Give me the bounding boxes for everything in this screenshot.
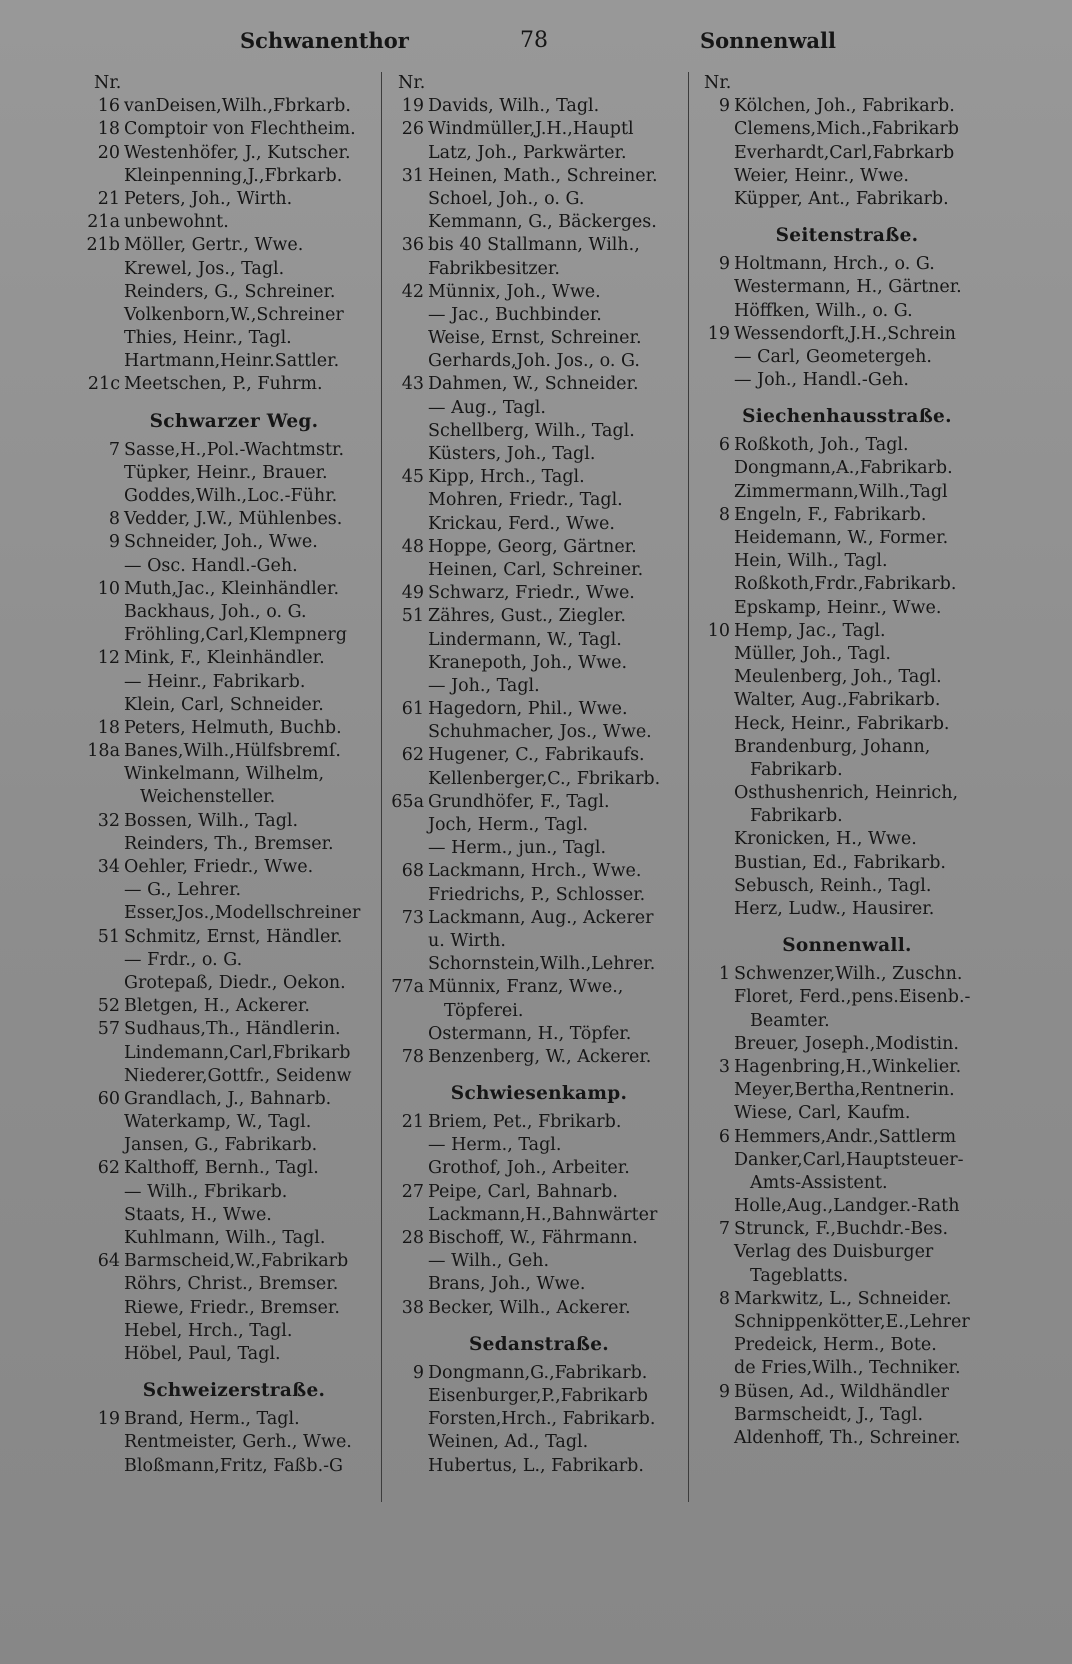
directory-entry <box>84 1408 384 1431</box>
directory-entry <box>84 1250 384 1273</box>
directory-entry <box>84 234 384 257</box>
directory-entry: Riewe, Friedr., Bremser. <box>124 1297 340 1318</box>
directory-entry: Winkelmann, Wilhelm, <box>124 764 325 785</box>
directory-entry: Rentmeister, Gerh., Wwe. <box>124 1432 352 1453</box>
directory-entry: Schellberg, Wilh., Tagl. <box>428 420 635 441</box>
house-number: 6 <box>718 435 730 456</box>
entry-wrap-line: Fabrikarb. <box>750 759 843 780</box>
house-number: 16 <box>97 96 120 117</box>
house-number: 7 <box>718 1219 730 1240</box>
directory-entry <box>694 253 1000 276</box>
directory-entry: Kemmann, G., Bäckerges. <box>428 212 657 233</box>
number-column-label: Nr. <box>94 73 122 93</box>
directory-entry <box>84 810 384 833</box>
house-number: 26 <box>401 119 424 140</box>
directory-entry: Klein, Carl, Schneider. <box>124 694 324 715</box>
directory-entry <box>388 373 690 396</box>
directory-entry: Höbel, Paul, Tagl. <box>124 1343 281 1364</box>
house-number: 57 <box>97 1019 120 1040</box>
entry-text: Heinen, Math., Schreiner. <box>428 165 658 186</box>
column-3 <box>694 72 1000 1450</box>
directory-entry: — Jac., Buchbinder. <box>428 304 602 325</box>
directory-entry <box>84 578 384 601</box>
directory-entry: Westermann, H., Gärtner. <box>734 277 962 298</box>
directory-entry: Höffken, Wilh., o. G. <box>734 300 913 321</box>
directory-entry <box>694 963 1000 986</box>
directory-entry: Roßkoth,Frdr.,Fabrikarb. <box>734 574 957 595</box>
entry-text: Muth,Jac., Kleinhändler. <box>124 578 340 599</box>
directory-entry <box>388 582 690 605</box>
house-number: 65a <box>391 791 424 812</box>
directory-entry: Weinen, Ad., Tagl. <box>428 1432 589 1453</box>
house-number: 19 <box>707 323 730 344</box>
directory-entry: Dongmann,A.,Fabrikarb. <box>734 458 953 479</box>
directory-entry <box>694 323 1000 346</box>
directory-entry: Latz, Joh., Parkwärter. <box>428 142 627 163</box>
directory-entry: Danker,Carl,Hauptsteuer- <box>734 1149 964 1170</box>
directory-entry: — Herm., jun., Tagl. <box>428 838 607 859</box>
entry-text: Westenhöfer, J., Kutscher. <box>124 142 351 163</box>
entry-text: Windmüller,J.H.,Hauptl <box>428 119 634 140</box>
directory-entry <box>84 118 384 141</box>
directory-entry <box>388 165 690 188</box>
directory-entry: Aldenhoff, Th., Schreiner. <box>734 1427 961 1448</box>
directory-entry <box>84 373 384 396</box>
directory-entry <box>388 95 690 118</box>
entry-wrap-line: Beamter. <box>750 1010 830 1031</box>
directory-entry <box>388 536 690 559</box>
entry-text: Lackmann, Aug., Ackerer <box>428 907 654 928</box>
entry-wrap-line: Tageblatts. <box>750 1265 849 1286</box>
directory-entry: Esser,Jos.,Modellschreiner <box>124 903 361 924</box>
entry-text: Sudhaus,Th., Händlerin. <box>124 1019 341 1040</box>
directory-entry <box>388 281 690 304</box>
entry-text: Dahmen, W., Schneider. <box>428 374 639 395</box>
directory-entry: Hebel, Hrch., Tagl. <box>124 1320 293 1341</box>
house-number: 19 <box>97 1409 120 1430</box>
running-head-left: Schwanenthor <box>240 28 409 53</box>
entry-text: Wessendorft,J.H.,Schrein <box>734 323 956 344</box>
directory-entry: Staats, H., Wwe. <box>124 1204 272 1225</box>
directory-entry <box>84 926 384 949</box>
entry-text: Schwenzer,Wilh., Zuschn. <box>734 964 963 985</box>
directory-entry <box>694 620 1000 643</box>
directory-entry <box>694 95 1000 118</box>
directory-entry: Küpper, Ant., Fabrikarb. <box>734 188 949 209</box>
directory-entry: — Wilh., Fbrikarb. <box>124 1181 288 1202</box>
entry-text: Benzenberg, W., Ackerer. <box>428 1046 652 1067</box>
directory-entry <box>388 860 690 883</box>
house-number: 51 <box>97 926 120 947</box>
street-heading: Sedanstraße. <box>468 1333 610 1355</box>
directory-entry <box>388 234 690 257</box>
house-number: 77a <box>391 977 424 998</box>
house-number: 60 <box>97 1088 120 1109</box>
entry-text: Bischoff, W., Fährmann. <box>428 1228 638 1248</box>
directory-entry <box>84 1088 384 1111</box>
directory-entry: — Carl, Geometergeh. <box>734 346 932 367</box>
entry-text: Lackmann, Hrch., Wwe. <box>428 861 642 882</box>
directory-entry: Schornstein,Wilh.,Lehrer. <box>428 954 656 975</box>
house-number: 6 <box>718 1126 730 1147</box>
directory-entry: — Herm., Tagl. <box>428 1135 562 1156</box>
directory-entry <box>694 1218 1000 1241</box>
directory-entry: Brans, Joh., Wwe. <box>428 1274 586 1295</box>
directory-entry: Gerhards,Joh. Jos., o. G. <box>428 351 640 372</box>
directory-entry: Heidemann, W., Former. <box>734 528 949 548</box>
directory-entry: Floret, Ferd.,pens.Eisenb.- <box>734 987 971 1008</box>
directory-entry: Krickau, Ferd., Wwe. <box>428 513 615 534</box>
house-number: 9 <box>718 1381 730 1402</box>
street-heading: Schwarzer Weg. <box>149 410 319 432</box>
directory-entry <box>84 740 384 763</box>
directory-entry: Barmscheidt, J., Tagl. <box>734 1404 924 1425</box>
street-heading: Schweizerstraße. <box>142 1380 326 1402</box>
house-number: 38 <box>401 1297 424 1318</box>
directory-entry: Predeick, Herm., Bote. <box>734 1335 937 1356</box>
house-number: 9 <box>718 254 730 275</box>
directory-entry: Waterkamp, W., Tagl. <box>124 1112 312 1133</box>
house-number: 21 <box>401 1112 424 1133</box>
entry-text: Holtmann, Hrch., o. G. <box>734 254 935 275</box>
directory-entry <box>84 995 384 1018</box>
directory-entry: Everhardt,Carl,Fabrkarb <box>734 142 955 163</box>
house-number: 21 <box>97 188 120 209</box>
directory-entry: Backhaus, Joh., o. G. <box>124 601 307 622</box>
directory-entry: Grotepaß, Diedr., Oekon. <box>124 972 346 993</box>
directory-entry: Volkenborn,W.,Schreiner <box>124 304 344 325</box>
directory-entry <box>84 717 384 740</box>
directory-entry: Wiese, Carl, Kaufm. <box>734 1103 911 1124</box>
house-number: 34 <box>97 857 120 877</box>
house-number: 73 <box>401 907 424 928</box>
entry-text: Schmitz, Ernst, Händler. <box>124 926 343 947</box>
directory-entry: Kranepoth, Joh., Wwe. <box>428 652 628 673</box>
house-number: 62 <box>401 745 424 766</box>
entry-text: Sasse,H.,Pol.-Wachtmstr. <box>124 439 345 460</box>
entry-wrap-line: Weichensteller. <box>140 787 276 808</box>
directory-entry <box>84 142 384 165</box>
directory-entry <box>84 188 384 211</box>
entry-text: Becker, Wilh., Ackerer. <box>428 1297 631 1318</box>
directory-entry: Schoel, Joh., o. G. <box>428 188 585 209</box>
directory-entry: Bustian, Ed., Fabrikarb. <box>734 852 946 873</box>
directory-entry: Hubertus, L., Fabrikarb. <box>428 1455 644 1476</box>
house-number: 9 <box>108 532 120 553</box>
entry-text: Bossen, Wilh., Tagl. <box>124 810 299 831</box>
directory-entry: Röhrs, Christ., Bremser. <box>124 1274 339 1295</box>
directory-entry <box>388 791 690 814</box>
entry-text: Grundhöfer, F., Tagl. <box>428 791 610 812</box>
directory-entry: Heck, Heinr., Fabrikarb. <box>734 713 950 734</box>
directory-entry: Weier, Heinr., Wwe. <box>734 165 909 186</box>
house-number: 21a <box>87 212 120 233</box>
directory-entry: Eisenburger,P.,Fabrikarb <box>428 1385 648 1406</box>
entry-text: Kalthoff, Bernh., Tagl. <box>124 1158 319 1179</box>
entry-text: Kölchen, Joh., Fabrikarb. <box>734 96 955 117</box>
house-number: 19 <box>401 96 424 117</box>
house-number: 18 <box>97 717 120 738</box>
street-heading: Sonnenwall. <box>782 935 912 957</box>
house-number: 49 <box>401 583 424 604</box>
directory-entry: Holle,Aug.,Landger.-Rath <box>734 1196 960 1217</box>
house-number: 8 <box>108 509 120 530</box>
directory-entry <box>84 508 384 531</box>
entry-text: Vedder, J.W., Mühlenbes. <box>124 509 343 530</box>
directory-entry: Bloßmann,Fritz, Faßb.-G <box>124 1455 344 1476</box>
house-number: 61 <box>401 699 424 720</box>
street-heading: Schwiesenkamp. <box>450 1083 628 1105</box>
directory-entry <box>388 976 690 999</box>
entry-text: Hemp, Jac., Tagl. <box>734 620 886 641</box>
entry-text: Mink, F., Kleinhändler. <box>124 648 325 669</box>
entry-text: Münnix, Joh., Wwe. <box>428 281 601 302</box>
street-heading: Seitenstraße. <box>775 225 919 247</box>
entry-text: Schwarz, Friedr., Wwe. <box>428 583 635 604</box>
house-number: 21b <box>86 235 120 256</box>
directory-entry: Heinen, Carl, Schreiner. <box>428 559 644 580</box>
entry-text: Hemmers,Andr.,Sattlerm <box>734 1126 957 1147</box>
entry-text: Engeln, F., Fabrikarb. <box>734 504 927 525</box>
directory-entry: Müller, Joh., Tagl. <box>734 643 891 664</box>
directory-entry <box>84 531 384 554</box>
entry-text: Markwitz, L., Schneider. <box>734 1288 952 1309</box>
entry-text: Hagedorn, Phil., Wwe. <box>428 699 628 720</box>
directory-entry <box>388 907 690 930</box>
entry-text: Dongmann,G.,Fabrikarb. <box>428 1362 648 1383</box>
directory-entry: u. Wirth. <box>428 930 506 951</box>
directory-entry: Schnippenkötter,E.,Lehrer <box>734 1312 970 1332</box>
entry-text: Brand, Herm., Tagl. <box>124 1409 300 1430</box>
house-number: 1 <box>718 964 730 985</box>
house-number: 27 <box>401 1181 424 1202</box>
directory-entry <box>84 439 384 462</box>
directory-entry <box>84 647 384 670</box>
directory-entry: Meyer,Bertha,Rentnerin. <box>734 1080 955 1101</box>
directory-entry: Goddes,Wilh.,Loc.-Führ. <box>124 486 338 506</box>
house-number: 9 <box>412 1362 424 1383</box>
directory-entry: Kleinpenning,J.,Fbrkarb. <box>124 165 343 186</box>
house-number: 45 <box>401 467 424 488</box>
directory-entry: Mohren, Friedr., Tagl. <box>428 490 623 511</box>
house-number: 64 <box>97 1251 120 1272</box>
entry-text: Banes,Wilh.,Hülfsbremſ. <box>124 741 341 762</box>
house-number: 20 <box>97 142 120 163</box>
house-number: 78 <box>401 1046 424 1067</box>
directory-entry: Verlag des Duisburger <box>734 1242 934 1263</box>
house-number: 32 <box>97 810 120 831</box>
number-column-label: Nr. <box>398 73 426 93</box>
directory-entry: — Wilh., Geh. <box>428 1251 550 1272</box>
entry-text: Hagenbring,H.,Winkelier. <box>734 1056 962 1077</box>
house-number: 43 <box>401 374 424 395</box>
directory-entry <box>694 1126 1000 1149</box>
directory-entry: Zimmermann,Wilh.,Tagl <box>734 481 948 502</box>
entry-text: Hoppe, Georg, Gärtner. <box>428 536 637 557</box>
entry-text: Strunck, F.,Buchdr.-Bes. <box>734 1219 949 1240</box>
entry-text: unbewohnt. <box>124 212 229 233</box>
page-number: 78 <box>520 28 548 53</box>
directory-entry: — Joh., Handl.-Geh. <box>734 370 909 391</box>
directory-entry: Epskamp, Heinr., Wwe. <box>734 597 942 618</box>
directory-entry: Thies, Heinr., Tagl. <box>124 328 292 349</box>
directory-entry: Walter, Aug.,Fabrikarb. <box>734 690 941 711</box>
directory-entry: Forsten,Hrch., Fabrikarb. <box>428 1409 656 1430</box>
directory-entry <box>84 856 384 879</box>
entry-text: Peipe, Carl, Bahnarb. <box>428 1181 618 1202</box>
directory-entry <box>84 1157 384 1180</box>
directory-entry: Lindemann,Carl,Fbrikarb <box>124 1042 351 1063</box>
directory-entry <box>694 434 1000 457</box>
entry-text: Hugener, C., Fabrikaufs. <box>428 745 645 766</box>
directory-entry: Herz, Ludw., Hausirer. <box>734 899 935 919</box>
house-number: 52 <box>97 996 120 1017</box>
directory-entry <box>388 1046 690 1069</box>
house-number: 8 <box>718 1288 730 1309</box>
directory-entry: Kellenberger,C., Fbrikarb. <box>428 768 661 789</box>
directory-entry <box>388 605 690 628</box>
directory-entry: Krewel, Jos., Tagl. <box>124 258 285 279</box>
directory-entry <box>84 211 384 234</box>
directory-entry: — Joh., Tagl. <box>428 675 540 696</box>
running-head-right: Sonnenwall <box>700 28 836 53</box>
directory-entry: Fröhling,Carl,Klempnerg <box>124 625 347 646</box>
entry-text: bis 40 Stallmann, Wilh., <box>428 235 640 256</box>
entry-wrap-line: Amts-Assistent. <box>750 1172 888 1193</box>
directory-entry: Fabrikbesitzer. <box>428 258 560 279</box>
directory-entry: Sebusch, Reinh., Tagl. <box>734 875 932 896</box>
entry-text: Davids, Wilh., Tagl. <box>428 96 600 117</box>
entry-text: Grandlach, J., Bahnarb. <box>124 1088 332 1109</box>
number-column-label: Nr. <box>704 73 732 93</box>
directory-entry: Clemens,Mich.,Fabrikarb <box>734 119 959 140</box>
directory-entry <box>388 744 690 767</box>
directory-entry: — Heinr., Fabrikarb. <box>124 671 306 692</box>
directory-entry <box>388 1297 690 1320</box>
directory-entry <box>84 95 384 118</box>
entry-text: Möller, Gertr., Wwe. <box>124 235 304 256</box>
directory-entry <box>388 1111 690 1134</box>
directory-entry: — Aug., Tagl. <box>428 397 546 418</box>
directory-entry: Küsters, Joh., Tagl. <box>428 444 596 464</box>
directory-entry <box>694 1056 1000 1079</box>
directory-entry: Kronicken, H., Wwe. <box>734 829 917 850</box>
directory-entry <box>388 698 690 721</box>
directory-entry <box>388 1362 690 1385</box>
column-1 <box>84 72 384 1478</box>
directory-entry: Reinders, Th., Bremser. <box>124 833 334 854</box>
directory-entry: Brandenburg, Johann, <box>734 736 931 757</box>
house-number: 28 <box>401 1228 424 1248</box>
directory-entry <box>388 1181 690 1204</box>
entry-text: Briem, Pet., Fbrikarb. <box>428 1112 622 1133</box>
directory-entry: Breuer, Joseph.,Modistin. <box>734 1033 959 1054</box>
directory-entry <box>388 1227 690 1250</box>
running-head <box>0 28 1072 68</box>
directory-entry: Niederer,Gottfr., Seidenw <box>124 1065 352 1086</box>
directory-entry: Weise, Ernst, Schreiner. <box>428 328 642 349</box>
directory-entry: Joch, Herm., Tagl. <box>428 815 589 835</box>
entry-text: Münnix, Franz, Wwe., <box>428 977 624 998</box>
house-number: 18a <box>87 741 120 762</box>
directory-entry: Lackmann,H.,Bahnwärter <box>428 1204 658 1225</box>
directory-entry: Hartmann,Heinr.Sattler. <box>124 351 340 372</box>
directory-entry: — Osc. Handl.-Geh. <box>124 555 298 576</box>
directory-entry: Reinders, G., Schreiner. <box>124 281 336 302</box>
entry-text: Schneider, Joh., Wwe. <box>124 532 318 553</box>
house-number: 10 <box>707 620 730 641</box>
directory-entry: Tüpker, Heinr., Brauer. <box>124 462 328 483</box>
entry-text: Peters, Helmuth, Buchb. <box>124 717 342 738</box>
directory-entry: Jansen, G., Fabrikarb. <box>124 1135 318 1156</box>
house-number: 8 <box>718 504 730 525</box>
entry-text: Zähres, Gust., Ziegler. <box>428 606 626 627</box>
house-number: 42 <box>401 281 424 302</box>
house-number: 9 <box>718 96 730 117</box>
house-number: 51 <box>401 606 424 627</box>
entry-text: Bletgen, H., Ackerer. <box>124 996 310 1017</box>
house-number: 68 <box>401 861 424 882</box>
entry-text: Oehler, Friedr., Wwe. <box>124 857 314 877</box>
entry-text: Roßkoth, Joh., Tagl. <box>734 435 909 456</box>
house-number: 18 <box>97 119 120 140</box>
entry-text: Comptoir von Flechtheim. <box>124 119 356 140</box>
entry-text: Kipp, Hrch., Tagl. <box>428 467 585 488</box>
directory-entry: Ostermann, H., Töpfer. <box>428 1023 632 1044</box>
house-number: 10 <box>97 578 120 599</box>
column-2 <box>388 72 690 1478</box>
directory-entry: Kuhlmann, Wilh., Tagl. <box>124 1228 326 1248</box>
directory-entry <box>84 1018 384 1041</box>
street-heading: Siechenhausstraße. <box>742 406 952 428</box>
directory-entry: Osthushenrich, Heinrich, <box>734 783 959 804</box>
directory-entry: Friedrichs, P., Schlosser. <box>428 884 646 905</box>
entry-wrap-line: Töpferei. <box>444 1000 524 1021</box>
directory-entry: — G., Lehrer. <box>124 880 242 901</box>
directory-entry: Grothof, Joh., Arbeiter. <box>428 1158 630 1179</box>
house-number: 62 <box>97 1158 120 1179</box>
entry-text: Peters, Joh., Wirth. <box>124 188 293 209</box>
directory-entry: Lindermann, W., Tagl. <box>428 629 622 650</box>
directory-entry <box>694 1288 1000 1311</box>
house-number: 7 <box>108 439 120 460</box>
entry-text: Meetschen, P., Fuhrm. <box>124 374 323 395</box>
entry-wrap-line: Fabrikarb. <box>750 806 843 827</box>
directory-entry: — Frdr., o. G. <box>124 949 243 970</box>
directory-entry: Hein, Wilh., Tagl. <box>734 551 888 572</box>
house-number: 48 <box>401 536 424 557</box>
directory-entry <box>388 118 690 141</box>
directory-entry: Schuhmacher, Jos., Wwe. <box>428 722 652 743</box>
house-number: 31 <box>401 165 424 186</box>
house-number: 12 <box>97 648 120 669</box>
directory-entry <box>388 466 690 489</box>
directory-entry: de Fries,Wilh., Techniker. <box>734 1358 961 1379</box>
entry-text: vanDeisen,Wilh.,Fbrkarb. <box>124 96 351 117</box>
entry-text: Barmscheid,W.,Fabrikarb <box>124 1251 349 1272</box>
directory-entry <box>694 504 1000 527</box>
directory-entry <box>694 1381 1000 1404</box>
directory-entry: Meulenberg, Joh., Tagl. <box>734 667 942 688</box>
house-number: 36 <box>401 235 424 256</box>
entry-text: Büsen, Ad., Wildhändler <box>734 1381 949 1402</box>
house-number: 21c <box>87 374 120 395</box>
house-number: 3 <box>718 1056 730 1077</box>
